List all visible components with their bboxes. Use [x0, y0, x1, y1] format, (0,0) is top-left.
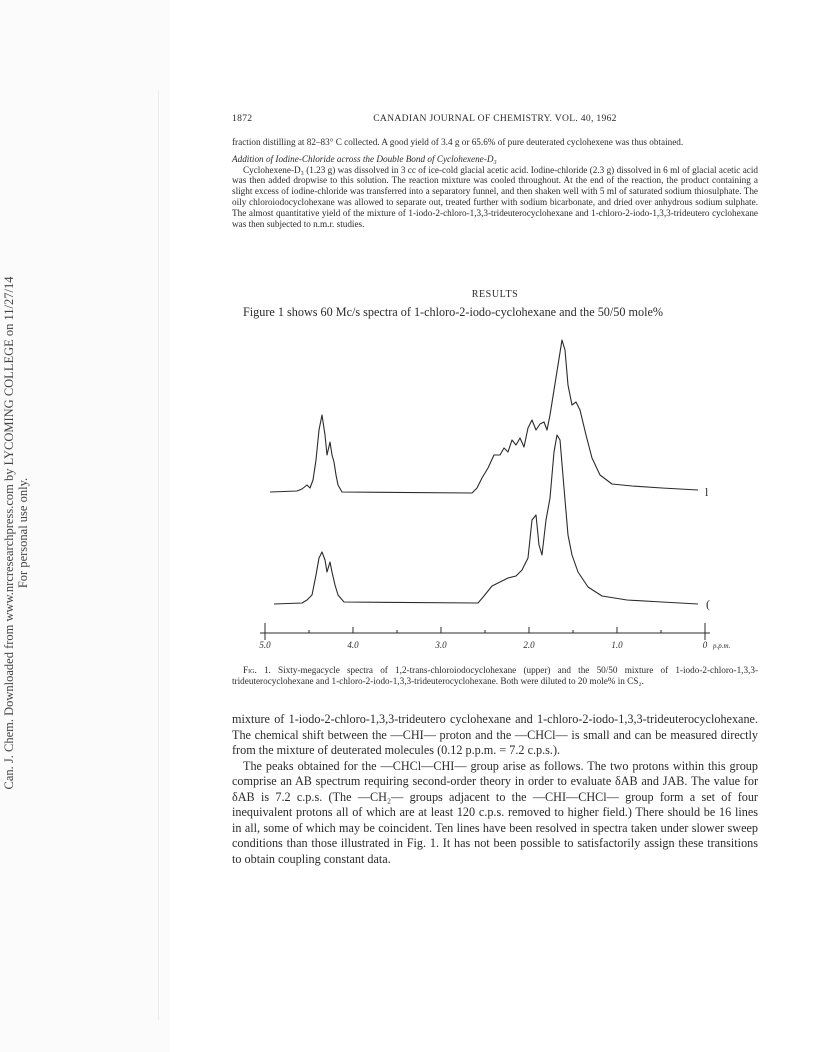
results-heading: RESULTS	[471, 289, 519, 300]
lower-spectrum-trace	[274, 435, 698, 604]
axis-tick-label: 3.0	[435, 640, 447, 650]
methods-section	[232, 137, 758, 229]
axis-tick-label: 5.0	[259, 640, 271, 650]
upper-trace-marker: l	[705, 485, 709, 499]
paragraph-results-intro: Figure 1 shows 60 Mc/s spectra of 1-chloro-2-iodo-cyclohexane and the 50/50 mole%	[243, 305, 664, 319]
axis-tick-label: 4.0	[347, 640, 359, 650]
caption-text: Sixty-megacycle spectra of 1,2-trans-chloroiodocyclohexane (upper) and the 50/50 mixture of 1-iodo-2-chloro-1,3,3-trideuterocyclohexane and 1-chloro-2-iodo-1,3,3-trideuterocyclohexane. Both were diluted to 20 mole% in CS₂.	[232, 665, 758, 686]
paragraph-chemical-shift: mixture of 1-iodo-2-chloro-1,3,3-trideutero cyclohexane and 1-chloro-2-iodo-1,3,3-trideuterocyclohexane. The chemical shift between the —CHI— proton and the —CHCl— is small and can be measured directly from the mixture of deuterated molecules (0.12 p.p.m. = 7.2 c.p.s.).	[232, 712, 758, 757]
upper-spectrum-trace	[270, 340, 698, 493]
watermark-line-2: For personal use only.	[16, 477, 30, 589]
sidebar-divider	[158, 90, 159, 1020]
results-body	[232, 712, 758, 867]
lower-trace-marker: (	[706, 597, 710, 611]
results-intro	[232, 305, 758, 321]
figure-caption	[232, 665, 758, 687]
axis-unit-label: p.p.m.	[713, 642, 731, 650]
paragraph-ab-spectrum: The peaks obtained for the —CHCl—CHI— group arise as follows. The two protons within this group comprise an AB spectrum requiring second-order theory in order to evaluate δAB and JAB. The value for δAB is 7.2 c.p.s. (The —CH₂— groups adjacent to the —CHI—CHCl— group form a set of four inequivalent protons all of which are at least 120 c.p.s. removed to higher field.) There should be 16 lines in all, some of which may be coincident. Ten lines have been resolved in spectra taken under slower sweep conditions than those illustrated in Fig. 1. It has not been possible to satisfactorily assign these transitions to obtain coupling constant data.	[232, 758, 758, 866]
running-head: CANADIAN JOURNAL OF CHEMISTRY. VOL. 40, 1962	[373, 113, 617, 124]
page-header	[232, 113, 758, 127]
paragraph-yield: fraction distilling at 82–83° C collected. A good yield of 3.4 g or 65.6% of pure deuterated cyclohexene was thus obtained.	[232, 137, 684, 147]
axis-tick-label: 1.0	[611, 640, 623, 650]
axis-tick-label: 2.0	[523, 640, 535, 650]
paragraph-procedure: Cyclohexene-D₃ (1.23 g) was dissolved in 3 cc of ice-cold glacial acetic acid. Iodine-chloride (2.3 g) dissolved in 6 ml of glacial acetic acid was then added dropwise to this solution. The reaction mixture was cooled throughout. At the end of the reaction, the product containing a slight excess of iodine-chloride was transferred into a separatory funnel, and then shaken well with 5 ml of saturated sodium thiosulphate. The oily chloroiodocyclohexane was allowed to separate out, treated further with sodium bicarbonate, and dried over anhydrous sodium sulphate. The almost quantitative yield of the mixture of 1-iodo-2-chloro-1,3,3-trideuterocyclohexane and 1-chloro-2-iodo-1,3,3-trideutero cyclohexane was then subjected to n.m.r. studies.	[232, 164, 758, 229]
caption-label: Fig. 1.	[243, 665, 271, 675]
axis-tick-marks	[265, 623, 705, 640]
axis-tick-label: 0	[702, 640, 708, 650]
page-number: 1872	[232, 113, 253, 124]
watermark-line-1: Can. J. Chem. Downloaded from www.nrcresearchpress.com by LYCOMING COLLEGE on 11/27/14	[2, 276, 16, 790]
section-subheading: Addition of Iodine-Chloride across the Double Bond of Cyclohexene-D₃	[232, 153, 497, 164]
download-sidebar	[0, 0, 170, 1052]
download-watermark	[2, 228, 30, 838]
nmr-spectra-figure	[232, 330, 762, 655]
